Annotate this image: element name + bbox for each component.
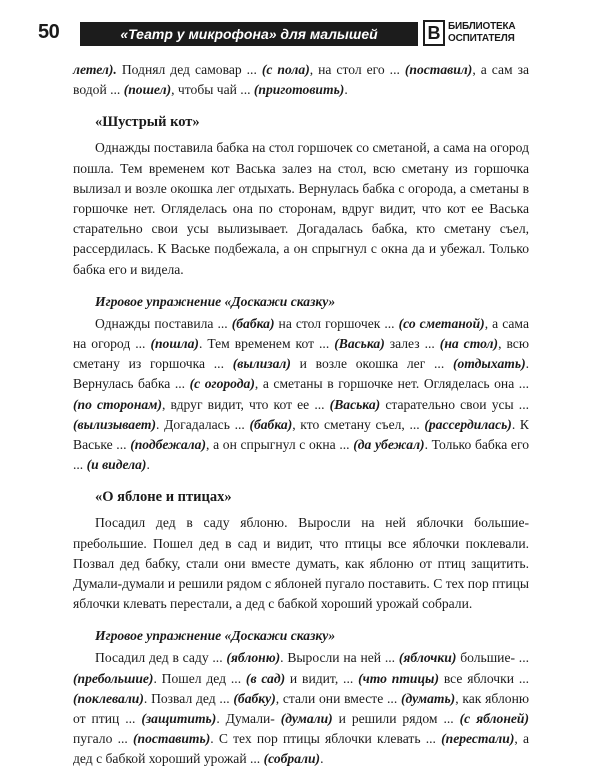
- answer-hint: (подбежала): [130, 437, 206, 453]
- series-logo-line2: ОСПИТАТЕЛЯ: [448, 33, 515, 44]
- text-segment: , на стол его ...: [309, 62, 405, 77]
- answer-hint: (по сторонам): [73, 396, 163, 412]
- answer-hint: (что птицы): [358, 670, 439, 686]
- answer-hint: (рассердилась): [424, 416, 512, 432]
- answer-hint: (бабка): [231, 315, 275, 331]
- series-logo-text: [448, 21, 566, 45]
- text-segment: , а дед с бабкой хороший урожай ...: [73, 731, 529, 767]
- series-logo-line1: БИБЛИОТЕКА: [448, 21, 516, 32]
- answer-hint: (вылизывает): [73, 416, 157, 432]
- text-segment: . Думали-: [216, 711, 281, 727]
- story-title-shustry-kot: «Шустрый кот»: [95, 114, 200, 131]
- answer-hint: (яблочки): [398, 650, 457, 666]
- text-segment: , стали они вместе ...: [275, 690, 401, 706]
- answer-hint: (в сад): [245, 670, 286, 686]
- answer-hint: (бабку): [233, 690, 276, 706]
- answer-hint: (пошла): [150, 336, 199, 352]
- text-segment: . Вернулась бабка ...: [73, 356, 529, 392]
- answer-hint: (пребольшие): [73, 670, 154, 686]
- answer-hint: (яблоню): [226, 650, 281, 666]
- text-segment: на стол горшочек ...: [274, 315, 399, 331]
- text-segment: и возле окошка лег ...: [290, 356, 453, 372]
- answer-hint: (бабка): [249, 416, 293, 432]
- exercise-title-2: Игровое упражнение «Доскажи сказку»: [95, 628, 336, 644]
- answer-hint: летел).: [73, 62, 122, 77]
- text-segment: старательно свои усы ...: [380, 396, 529, 412]
- text-segment: Однажды поставила ...: [95, 315, 232, 331]
- answer-hint: (Васька): [329, 396, 381, 412]
- answer-hint: (поклевали): [73, 690, 144, 706]
- text-segment: пугало ...: [73, 731, 133, 747]
- answer-hint: (и видела): [86, 457, 147, 473]
- text-segment: . Тем временем кот ...: [198, 336, 335, 352]
- text-segment: , чтобы чай ...: [171, 82, 254, 98]
- story-title-o-yablone: «О яблоне и птицах»: [95, 489, 232, 506]
- page-body: [73, 60, 529, 770]
- answer-hint: (с пола): [261, 62, 310, 77]
- text-segment: , а он спрыгнул с окна ...: [205, 437, 354, 453]
- answer-hint: (со сметаной): [398, 315, 485, 331]
- text-segment: и видит, ...: [285, 670, 359, 686]
- text-segment: .: [146, 457, 150, 473]
- series-logo-icon: В: [423, 20, 445, 46]
- page-header: [38, 20, 564, 50]
- text-segment: . Только бабка его ...: [73, 437, 529, 473]
- text-segment: , как яблоню от птиц ...: [73, 690, 529, 727]
- answer-hint: (думали): [280, 711, 333, 727]
- text-segment: . К Ваське ...: [73, 416, 529, 453]
- text-segment: , всю сметану из горшочка ...: [73, 336, 529, 372]
- text-segment: .: [344, 82, 348, 98]
- text-segment: все яблочки ...: [439, 670, 530, 686]
- answer-hint: (вылизал): [232, 356, 291, 372]
- page-number: 50: [38, 21, 60, 43]
- text-segment: Посадил дед в саду ...: [95, 650, 227, 666]
- answer-hint: (поставить): [132, 731, 211, 747]
- running-title-banner: «Театр у микрофона» для малышей: [80, 22, 418, 46]
- exercise-title-1: Игровое упражнение «Доскажи сказку»: [95, 293, 336, 309]
- answer-hint: (собрали): [263, 751, 321, 767]
- answer-hint: (защитить): [141, 711, 217, 727]
- answer-hint: (с яблоней): [459, 711, 529, 727]
- answer-hint: (думать): [400, 690, 456, 706]
- text-segment: . Пошел дед ...: [153, 670, 246, 686]
- exercise-text-1: [73, 314, 529, 476]
- story-text-shustry-kot: Однажды поставила бабка на стол горшочек со сметаной, а сама на огород пошла. Тем временем кот Васька залез на стол, всю сметану из горшочка вылизал и возле окошка лег отдыхать. Вернулась бабка с огорода, а сметаны в горшочке нет. Огляделась она по сторонам, вдруг видит, что кот ее Васька старательно свои усы вылизывает. Догадалась бабка, кто сметану съел, рассердилась. К Ваське подбежала, а он спрыгнул с окна да и убежал. Только бабка его и видела.: [73, 140, 529, 277]
- answer-hint: (да убежал): [353, 437, 425, 453]
- text-segment: .: [320, 751, 324, 767]
- text-segment: , кто сметану съел, ...: [292, 416, 425, 432]
- story-text-o-yablone: Посадил дед в саду яблоню. Выросли на ней яблочки большие-пребольшие. Пошел дед в сад и видит, что птицы все яблочки поклевали. Позвал дед бабку, стали они вместе думать, как яблоню от птиц защитить. Думали-думали и решили рядом с яблоней пугало поставить. С тех пор птицы яблочки клевать перестали, а дед с бабкой хороший урожай собрали.: [73, 515, 529, 612]
- text-segment: . С тех пор птицы яблочки клевать ...: [210, 731, 442, 747]
- answer-hint: (отдыхать): [452, 356, 526, 372]
- text-segment: . Позвал дед ...: [143, 690, 234, 706]
- answer-hint: (на стол): [439, 336, 499, 352]
- text-segment: . Выросли на ней ...: [280, 650, 399, 666]
- text-segment: , а сметаны в горшочке нет. Огляделась она ...: [254, 376, 529, 392]
- text-segment: залез ...: [384, 336, 440, 352]
- answer-hint: (с огорода): [189, 376, 255, 392]
- text-segment: , а сама на огород ...: [73, 315, 529, 352]
- text-segment: , а сам за водой ...: [73, 62, 529, 98]
- text-segment: , вдруг видит, что кот ее ...: [162, 396, 330, 412]
- text-segment: и решили рядом ...: [332, 711, 460, 727]
- text-segment: Поднял дед самовар ...: [121, 62, 262, 77]
- answer-hint: (поставил): [404, 62, 473, 77]
- intro-paragraph: [73, 60, 529, 100]
- answer-hint: (перестали): [441, 731, 515, 747]
- text-segment: . Догадалась ...: [156, 416, 250, 432]
- exercise-text-2: [73, 648, 529, 769]
- answer-hint: (пошел): [123, 82, 172, 98]
- answer-hint: (приготовить): [253, 82, 345, 98]
- answer-hint: (Васька): [334, 336, 385, 352]
- text-segment: большие- ...: [456, 650, 530, 666]
